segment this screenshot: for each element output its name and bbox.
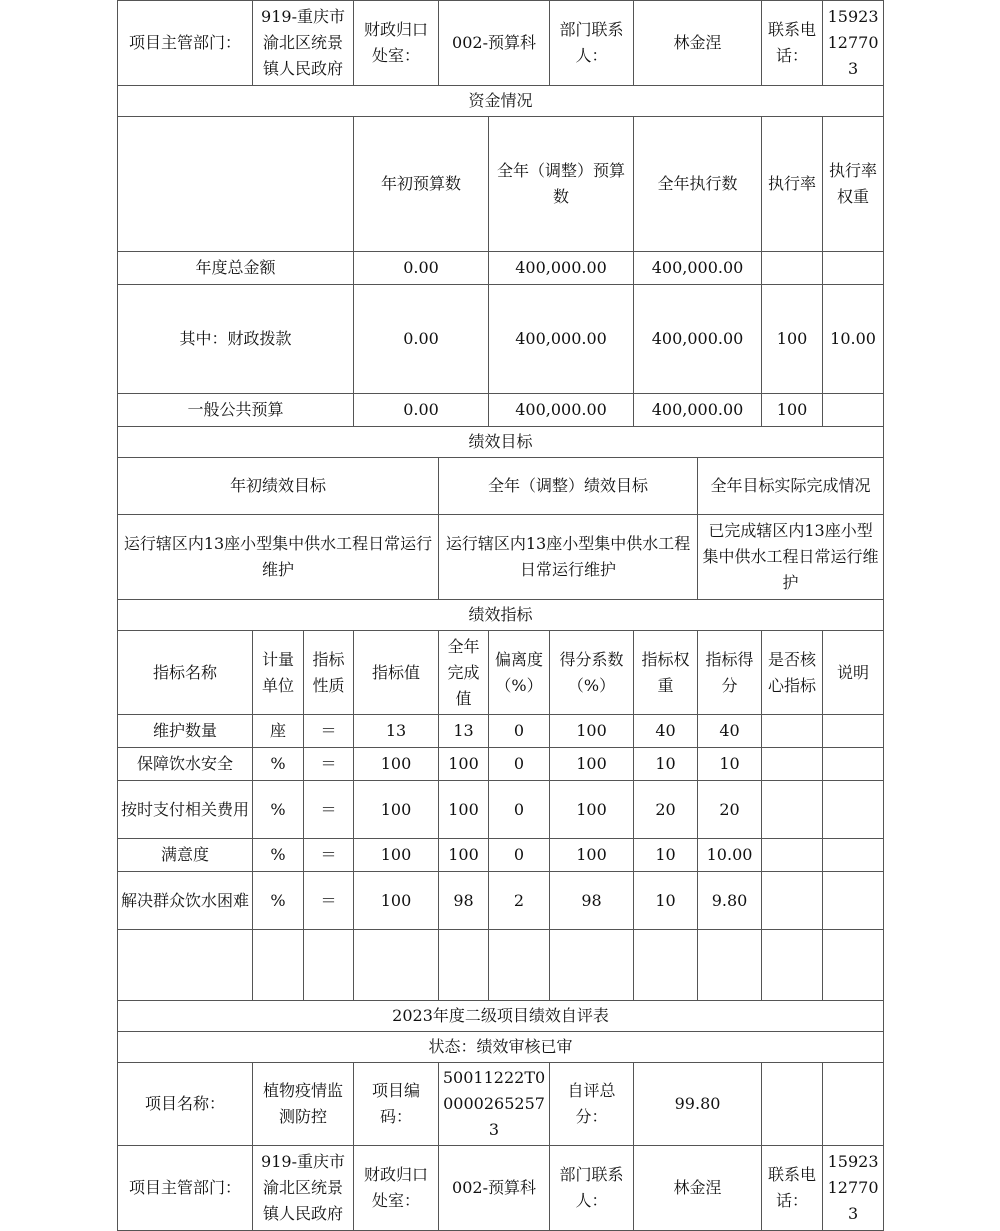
indicator-weight: 10: [634, 839, 698, 872]
goals-header-row: [118, 458, 884, 515]
indicator-name: 维护数量: [118, 715, 253, 748]
finance-label: 财政归口处室：: [354, 1146, 439, 1231]
funds-row-adjusted: 400,000.00: [489, 394, 634, 427]
dept-label: 项目主管部门：: [118, 1, 253, 86]
funds-row-initial: 0.00: [354, 394, 489, 427]
funds-row: [118, 394, 884, 427]
funds-row-rate: [762, 252, 823, 285]
indicator-note: [823, 872, 884, 930]
indicator-nature: ＝: [304, 715, 354, 748]
indicator-nature: ＝: [304, 839, 354, 872]
indicator-value: 100: [354, 781, 439, 839]
indicator-header-note: 说明: [823, 631, 884, 715]
funds-row-weight: 10.00: [823, 285, 884, 394]
indicator-header-core: 是否核心指标: [762, 631, 823, 715]
header-row: [118, 1146, 884, 1231]
indicator-deviation: 0: [489, 839, 550, 872]
indicator-coefficient: 100: [550, 781, 634, 839]
funds-header-blank: [118, 117, 354, 252]
indicator-unit: %: [253, 781, 304, 839]
indicator-unit: %: [253, 748, 304, 781]
indicator-score: 10.00: [698, 839, 762, 872]
funds-row-adjusted: 400,000.00: [489, 252, 634, 285]
indicator-weight: 10: [634, 748, 698, 781]
indicator-header-coefficient: 得分系数（%）: [550, 631, 634, 715]
indicator-done: 100: [439, 839, 489, 872]
indicator-core: [762, 748, 823, 781]
funds-row-initial: 0.00: [354, 252, 489, 285]
dept-value: 919-重庆市渝北区统景镇人民政府: [253, 1146, 354, 1231]
funds-header-weight: 执行率权重: [823, 117, 884, 252]
indicator-nature: ＝: [304, 748, 354, 781]
indicator-score: 20: [698, 781, 762, 839]
funds-row-executed: 400,000.00: [634, 252, 762, 285]
indicator-score: 9.80: [698, 872, 762, 930]
funds-row: [118, 252, 884, 285]
funds-header-executed: 全年执行数: [634, 117, 762, 252]
evaluation-table: [117, 0, 884, 1231]
funds-section-title: 资金情况: [118, 86, 884, 117]
indicator-coefficient: 100: [550, 715, 634, 748]
funds-row-weight: [823, 252, 884, 285]
funds-row-executed: 400,000.00: [634, 394, 762, 427]
indicators-header-row: [118, 631, 884, 715]
phone-label: 联系电话：: [762, 1146, 823, 1231]
indicator-deviation: 0: [489, 781, 550, 839]
indicator-value: 100: [354, 839, 439, 872]
indicator-empty-row: [118, 930, 884, 1001]
status-label: 状态：绩效审核已审: [118, 1032, 884, 1063]
indicator-note: [823, 781, 884, 839]
indicator-score: 10: [698, 748, 762, 781]
project-name-label: 项目名称：: [118, 1063, 253, 1146]
indicator-header-score: 指标得分: [698, 631, 762, 715]
indicator-note: [823, 839, 884, 872]
project-code-label: 项目编码：: [354, 1063, 439, 1146]
indicator-header-done: 全年完成值: [439, 631, 489, 715]
funds-header-adjusted: 全年（调整）预算数: [489, 117, 634, 252]
indicator-header-value: 指标值: [354, 631, 439, 715]
indicator-unit: %: [253, 839, 304, 872]
indicator-header-weight: 指标权重: [634, 631, 698, 715]
indicator-row: [118, 781, 884, 839]
indicator-row: [118, 748, 884, 781]
funds-row: [118, 285, 884, 394]
goals-header-initial: 年初绩效目标: [118, 458, 439, 515]
funds-row-label: 其中：财政拨款: [118, 285, 354, 394]
indicator-done: 98: [439, 872, 489, 930]
indicator-score: 40: [698, 715, 762, 748]
funds-row-initial: 0.00: [354, 285, 489, 394]
project-code-value: 50011222T000002652573: [439, 1063, 550, 1146]
indicator-done: 100: [439, 781, 489, 839]
indicator-unit: %: [253, 872, 304, 930]
evaluation-document: [117, 0, 883, 1231]
indicator-name: 解决群众饮水困难: [118, 872, 253, 930]
funds-row-executed: 400,000.00: [634, 285, 762, 394]
indicator-value: 13: [354, 715, 439, 748]
indicators-section-title: 绩效指标: [118, 600, 884, 631]
goals-header-adjusted: 全年（调整）绩效目标: [439, 458, 698, 515]
indicator-note: [823, 715, 884, 748]
indicator-done: 100: [439, 748, 489, 781]
indicator-header-deviation: 偏离度（%）: [489, 631, 550, 715]
indicator-row: [118, 839, 884, 872]
funds-header-rate: 执行率: [762, 117, 823, 252]
indicator-core: [762, 872, 823, 930]
finance-value: 002-预算科: [439, 1, 550, 86]
indicator-coefficient: 98: [550, 872, 634, 930]
indicator-value: 100: [354, 872, 439, 930]
indicator-deviation: 2: [489, 872, 550, 930]
funds-row-adjusted: 400,000.00: [489, 285, 634, 394]
phone-label: 联系电话：: [762, 1, 823, 86]
indicator-core: [762, 839, 823, 872]
contact-value: 林金涅: [634, 1, 762, 86]
phone-value: 15923127703: [823, 1, 884, 86]
goals-actual-text: 已完成辖区内13座小型集中供水工程日常运行维护: [698, 515, 884, 600]
phone-value: 15923127703: [823, 1146, 884, 1231]
funds-row-rate: 100: [762, 285, 823, 394]
indicator-core: [762, 715, 823, 748]
indicator-name: 按时支付相关费用: [118, 781, 253, 839]
indicator-unit: 座: [253, 715, 304, 748]
indicator-value: 100: [354, 748, 439, 781]
goals-initial-text: 运行辖区内13座小型集中供水工程日常运行维护: [118, 515, 439, 600]
contact-label: 部门联系人：: [550, 1146, 634, 1231]
indicator-header-nature: 指标性质: [304, 631, 354, 715]
finance-label: 财政归口处室：: [354, 1, 439, 86]
self-score-label: 自评总分：: [550, 1063, 634, 1146]
project-info-row: [118, 1063, 884, 1146]
funds-header-row: [118, 117, 884, 252]
contact-value: 林金涅: [634, 1146, 762, 1231]
indicator-nature: ＝: [304, 781, 354, 839]
indicator-nature: ＝: [304, 872, 354, 930]
indicator-header-name: 指标名称: [118, 631, 253, 715]
indicator-weight: 20: [634, 781, 698, 839]
funds-row-label: 一般公共预算: [118, 394, 354, 427]
indicator-name: 保障饮水安全: [118, 748, 253, 781]
indicator-weight: 40: [634, 715, 698, 748]
next-form-title: 2023年度二级项目绩效自评表: [118, 1001, 884, 1032]
funds-row-rate: 100: [762, 394, 823, 427]
goals-header-actual: 全年目标实际完成情况: [698, 458, 884, 515]
dept-label: 项目主管部门：: [118, 1146, 253, 1231]
header-row: [118, 1, 884, 86]
finance-value: 002-预算科: [439, 1146, 550, 1231]
goals-section-title: 绩效目标: [118, 427, 884, 458]
funds-header-initial: 年初预算数: [354, 117, 489, 252]
indicator-deviation: 0: [489, 748, 550, 781]
goals-adjusted-text: 运行辖区内13座小型集中供水工程日常运行维护: [439, 515, 698, 600]
indicator-coefficient: 100: [550, 748, 634, 781]
indicator-row: [118, 872, 884, 930]
indicator-name: 满意度: [118, 839, 253, 872]
indicator-coefficient: 100: [550, 839, 634, 872]
indicator-header-unit: 计量单位: [253, 631, 304, 715]
project-name-value: 植物疫情监测防控: [253, 1063, 354, 1146]
self-score-value: 99.80: [634, 1063, 762, 1146]
indicator-weight: 10: [634, 872, 698, 930]
indicator-core: [762, 781, 823, 839]
funds-row-weight: [823, 394, 884, 427]
indicator-row: [118, 715, 884, 748]
indicator-done: 13: [439, 715, 489, 748]
contact-label: 部门联系人：: [550, 1, 634, 86]
dept-value: 919-重庆市渝北区统景镇人民政府: [253, 1, 354, 86]
indicator-note: [823, 748, 884, 781]
indicator-deviation: 0: [489, 715, 550, 748]
funds-row-label: 年度总金额: [118, 252, 354, 285]
goals-content-row: [118, 515, 884, 600]
